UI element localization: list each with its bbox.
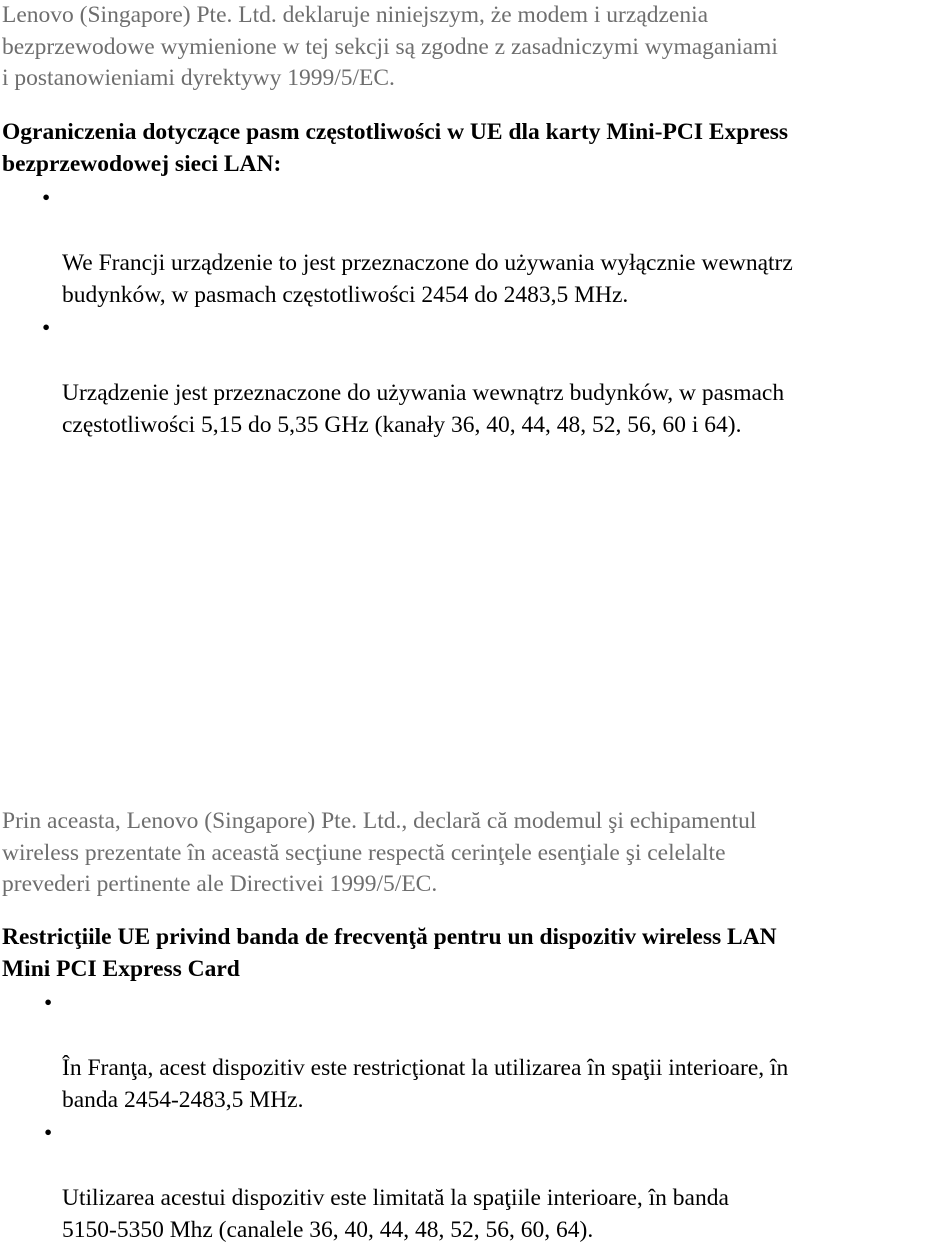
- list-item: [2, 182, 944, 312]
- bullet-icon: •: [42, 184, 51, 211]
- list-item-text: We Francji urządzenie to jest przeznaczone do używania wyłącznie wewnątrz budynków, w pasmach częstotliwości 2454 do 2483,5 MHz.: [62, 249, 793, 308]
- bullet-icon: •: [44, 989, 53, 1016]
- polish-restrictions-heading: Ograniczenia dotyczące pasm częstotliwości w UE dla karty Mini-PCI Express bezprzewodowej sieci LAN:: [2, 118, 789, 177]
- list-item-text: În Franţa, acest dispozitiv este restricţionat la utilizarea în spaţii interioare, în banda 2454-2483,5 MHz.: [62, 1054, 789, 1113]
- list-item: [2, 987, 944, 1117]
- romanian-section: [2, 806, 944, 1247]
- list-item-text: Urządzenie jest przeznaczone do używania wewnątrz budynków, w pasmach częstotliwości 5,15 do 5,35 GHz (kanały 36, 40, 44, 48, 52, 56, 60 i 64).: [62, 379, 785, 438]
- polish-restrictions-list: [2, 182, 944, 442]
- romanian-restrictions-heading: Restricţiile UE privind banda de frecvenţă pentru un dispozitiv wireless LAN Mini PCI Express Card: [2, 923, 777, 982]
- polish-section: [2, 0, 944, 442]
- bullet-icon: •: [42, 314, 51, 341]
- bullet-icon: •: [44, 1119, 53, 1146]
- list-item: [2, 1117, 944, 1247]
- polish-declaration-text: Lenovo (Singapore) Pte. Ltd. deklaruje niniejszym, że modem i urządzenia bezprzewodowe wymienione w tej sekcji są zgodne z zasadniczymi wymaganiami i postanowieniami dyrektywy 1999/5/EC.: [2, 2, 778, 91]
- list-item-text: Utilizarea acestui dispozitiv este limitată la spaţiile interioare, în banda 5150-5350 Mhz (canalele 36, 40, 44, 48, 52, 56, 60, 64).: [62, 1184, 729, 1243]
- romanian-restrictions-list: [2, 987, 944, 1247]
- list-item: [2, 312, 944, 442]
- romanian-declaration-text: Prin aceasta, Lenovo (Singapore) Pte. Ltd., declară că modemul şi echipamentul wireless prezentate în această secţiune respectă cerinţele esenţiale şi celelalte prevederi pertinente ale Directivei 1999/5/EC.: [2, 808, 757, 897]
